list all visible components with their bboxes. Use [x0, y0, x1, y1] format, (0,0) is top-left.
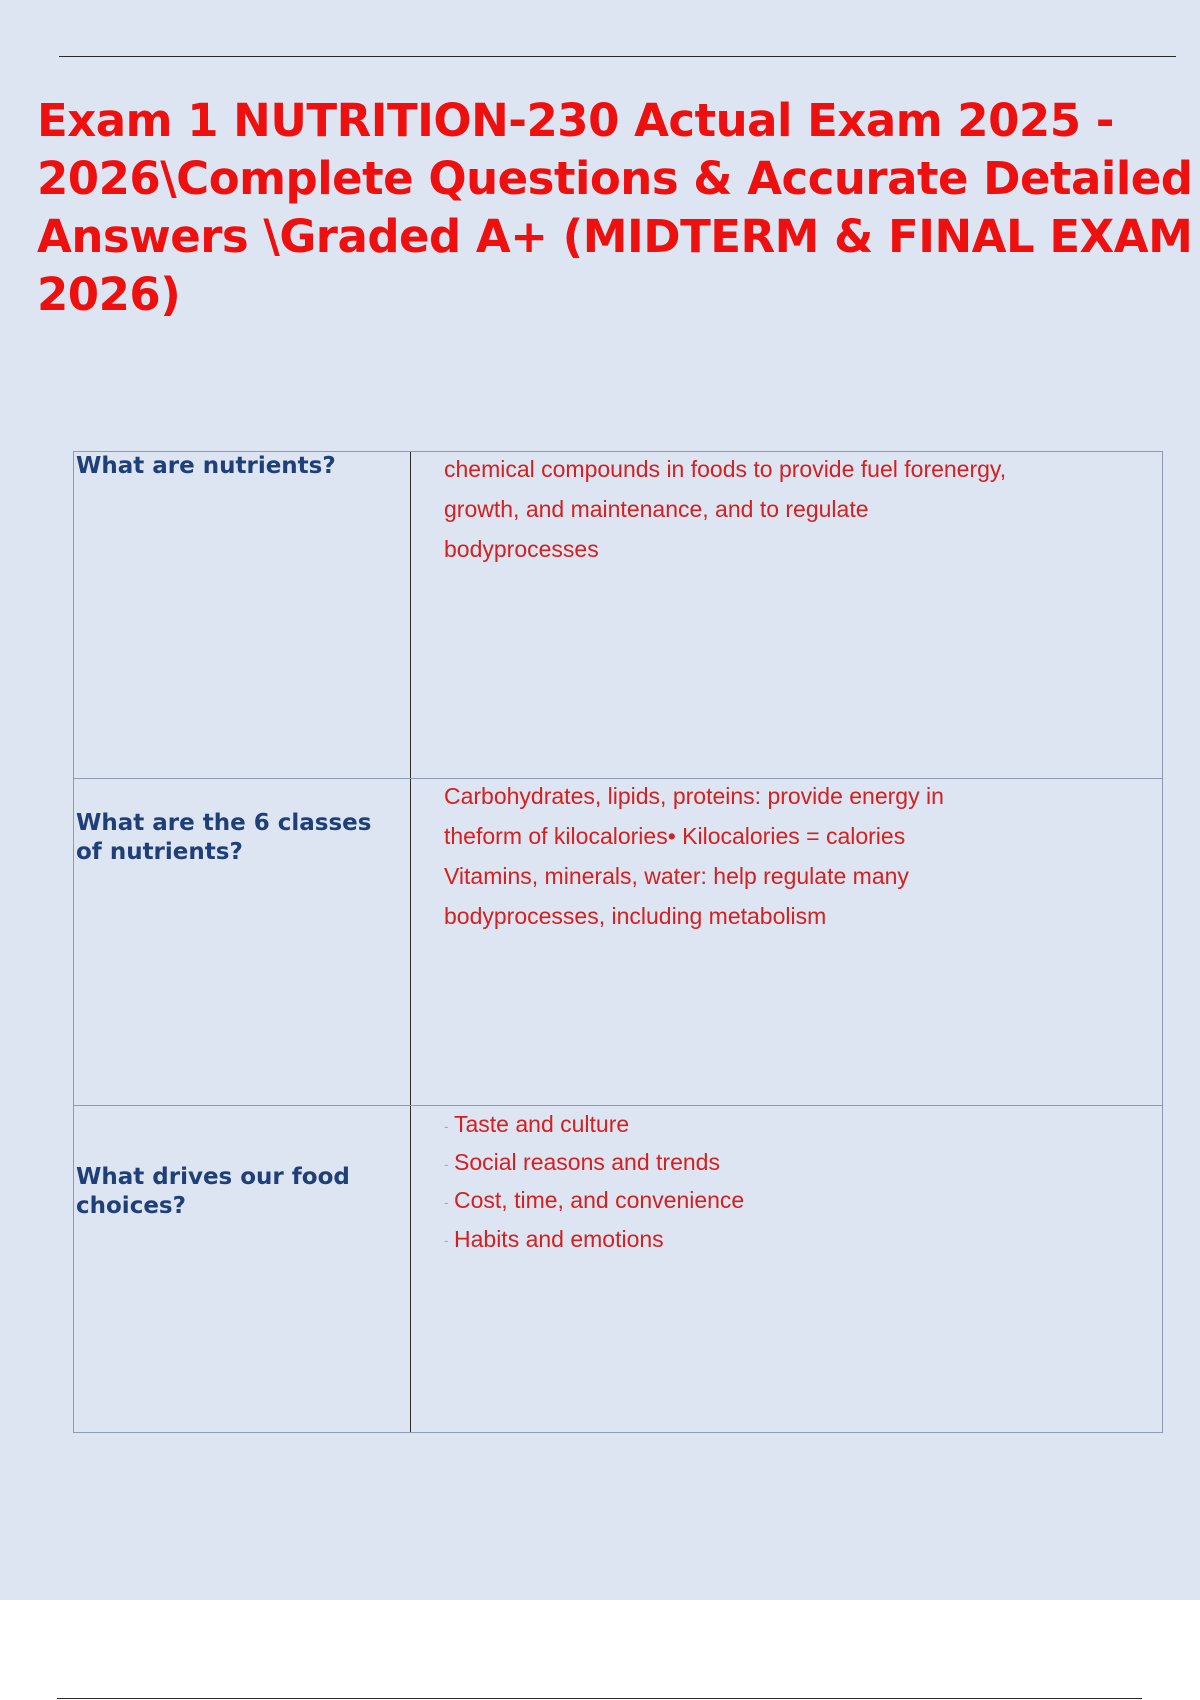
list-item [444, 1144, 1134, 1182]
bullet-marker: - [444, 1194, 449, 1211]
bullet-marker: - [444, 1155, 449, 1172]
table-row [74, 1106, 1162, 1432]
bullet-marker: - [444, 1232, 449, 1249]
answer-cell [444, 449, 1134, 569]
document-title: Exam 1 NUTRITION-230 Actual Exam 2025 - 2026\Complete Questions & Accurate Detailed Answers \Graded A+ (MIDTERM & FINAL EXAM 2026) [37, 94, 1193, 321]
answer-bullet-list [444, 1106, 1134, 1259]
list-item [444, 1221, 1134, 1259]
list-item-text: Social reasons and trends [454, 1149, 720, 1176]
table-row [74, 779, 1162, 1106]
answer-line: theform of kilocalories• Kilocalories = calories [444, 823, 906, 849]
bottom-divider [57, 1698, 1142, 1699]
list-item [444, 1182, 1134, 1220]
list-item [444, 1106, 1134, 1144]
answer-line: Vitamins, minerals, water: help regulate many [444, 863, 909, 889]
answer-line: Carbohydrates, lipids, proteins: provide energy in [444, 783, 944, 809]
answer-cell [444, 776, 1134, 936]
list-item-text: Taste and culture [454, 1111, 630, 1137]
list-item-text: Habits and emotions [454, 1225, 664, 1252]
top-divider [59, 56, 1176, 57]
bullet-marker: - [444, 1117, 449, 1134]
list-item-text: Cost, time, and convenience [454, 1187, 745, 1214]
answer-line: bodyprocesses [444, 536, 599, 562]
answer-line: bodyprocesses, including metabolism [444, 903, 827, 929]
qa-table [73, 451, 1163, 1433]
answer-line: growth, and maintenance, and to regulate [444, 496, 869, 522]
question-cell: What are the 6 classes of nutrients? [76, 810, 372, 865]
answer-line: chemical compounds in foods to provide fuel forenergy, [444, 456, 1007, 482]
question-cell: What are nutrients? [76, 453, 336, 479]
table-row [74, 452, 1162, 779]
question-cell: What drives our food choices? [76, 1164, 350, 1219]
